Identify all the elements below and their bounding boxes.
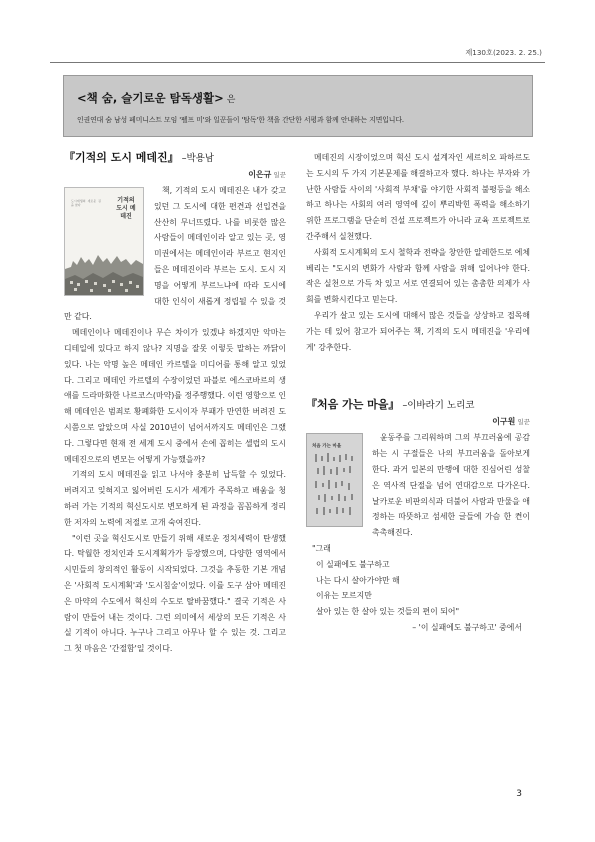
review1-paragraph: 사회적 도시계획의 도시 철학과 전략을 창안한 알레한드로 에체베리는 "도시의 변화가 사람과 함께 사람을 위해 일어나야 한다. 작은 실천으로 가득 차 있고 서로 연결되어 있는 촘촘한 의제가 사회를 변화시킨다고 믿는다.: [306, 247, 530, 305]
cover-pattern: [313, 452, 355, 518]
review2-title: [306, 397, 530, 414]
review1-paragraph: "이런 곳을 혁신도시로 만들기 위해 새로운 정치세력이 탄생했다. 탁월한 정치인과 도시계획가가 등장했으며, 다양한 영역에서 시민들의 창의적인 활동이 시작되었다. 그것을 추동한 기본 개념은 '사회적 도시계획'과 '도시침술'이었다. 이를 도구 삼아 메데진은 마약의 수도에서 혁신의 수도로 탈바꿈했다." 결국 기적은 사람이 만들어 내는 것이다. 그런 의미에서 세상의 모든 기적은 사실 기적이 아니다. 누구나 그리고 아무나 할 수 있는 것. 그리고 그 첫 마음은 '간절함'일 것이다.: [64, 533, 286, 654]
section-gap: [306, 355, 530, 397]
review2-author: –이바라기 노리코: [399, 400, 475, 412]
issue-number: 제130호(2023. 2. 25.): [465, 48, 542, 57]
poem-source: – '이 실패에도 불구하고' 중에서: [412, 622, 522, 632]
review1-reviewer: 이은규: [248, 170, 272, 179]
review1-paragraph: 메데인이나 메데진이나 무슨 차이가 있겠냐 하겠지만 악마는 디테일에 있다고 하지 않나? 지명을 잘못 이렇듯 말하는 까닭이 있다. 나는 악명 높은 메데인 카르텔을 미디어를 통해 알고 있었다. 그리고 메데인 카르텔의 수장이었던 파블로 에스코바르의 생애를 드라마화한 나르코스(마약)를 정주행했다. 이런 영향으로 인해 메데인은 범죄로 황폐화한 도시이자 부패가 만연한 버려진 도시쯤으로 알았으며 사실 2010년이 넘어서까지도 메데인은 그랬다. 그렇다면 현재 전 세계 도시 중에서 손에 꼽히는 셀럽의 도시 메데진으로의 변모는 어떻게 가능했을까?: [64, 328, 286, 464]
poem-line: 이유는 모르지만: [316, 591, 372, 601]
banner-title-suffix: 은: [226, 95, 236, 105]
poem-line: 나는 다시 살아가야만 해: [316, 575, 400, 585]
cover2-title: 처음 가는 마을: [312, 444, 342, 450]
book-cover-first-village: [306, 433, 363, 527]
right-column: [306, 150, 530, 636]
city-illustration: [65, 247, 143, 295]
cover1-subtitle: 도시재생의 새로운 길을 찾다: [71, 199, 101, 207]
review1-author: –박용남: [178, 153, 214, 164]
page-number: 3: [516, 789, 522, 799]
review2-role: 일꾼: [515, 418, 530, 427]
poem-line: 살아 있는 한 살아 있는 것들의 편이 되어": [316, 607, 460, 617]
intro-banner: [63, 75, 533, 137]
banner-subtitle: 인권연대 숨 남성 페미니스트 모임 '펠프 미'와 일꾼들이 '탐독'한 책을 간단한 서평과 함께 안내하는 지면입니다.: [77, 116, 405, 124]
review1-paragraph: 우리가 살고 있는 도시에 대해서 많은 것들을 상상하고 접목해가는 데 있어 참고가 되어주는 책, 기적의 도시 메데진을 '우리에게' 강추한다.: [306, 310, 530, 352]
banner-title: [77, 90, 235, 106]
review1-paragraph: 메데진의 시장이었으며 혁신 도시 설계자인 세르히오 파하르도는 도시의 두 가지 기본문제를 해결하고자 했다. 하나는 부자와 가난한 사람들 사이의 '사회적 부채'를 야기한 사회적 불평등을 해소하고 하나는 사회의 여러 영역에 깊이 뿌리박힌 폭력을 해소하기 위한 프로그램을 단순히 건설 프로젝트가 아니라 교육 프로젝트로 간주해서 실천했다.: [306, 153, 530, 241]
review1-role: 일꾼: [271, 171, 286, 179]
review2-book-title: 『처음 가는 마을』: [306, 398, 400, 412]
book-cover-medellin: [64, 187, 144, 296]
cover1-title: 기적의 도시 메데진: [116, 197, 136, 220]
review2-reviewer: 이구원: [492, 417, 516, 427]
left-column: [64, 150, 286, 657]
poem-line: "그래: [312, 543, 331, 553]
header-rule: [50, 62, 545, 63]
review1-paragraph: 기적의 도시 메데진을 읽고 나서야 충분히 납득할 수 있었다. 버려지고 잊혀지고 잃어버린 도시가 세계가 주목하고 배움을 청하러 가는 기적의 혁신도시로 변모하게 된 과정을 꼼꼼하게 정리한 저자의 노력에 저절로 고개 숙여진다.: [64, 470, 286, 527]
review1-paragraph: 책, 기적의 도시 메데진은 내가 갖고 있던 그 도시에 대한 편견과 선입견을 산산히 무너뜨렸다. 나를 비롯한 많은 사람들이 메데인이라 알고 있는 곳, 영미권에서는 메데인이라 부르고 현지인들은 메데진이라 부르는 도시. 도시 지명을 어떻게 부르느냐에 따라 도시에 대한 인식이 새롭게 정립될 수 있을 것만 같다.: [64, 186, 286, 322]
banner-title-text: <책 숨, 슬기로운 탐독생활>: [77, 91, 224, 105]
review1-title: [64, 150, 286, 167]
review2-paragraph: 윤동주를 그리워하며 그의 부끄러움에 공감하는 시 구절들은 나의 부끄러움을 돌아보게 한다. 과거 일본의 만행에 대한 진심어린 성찰은 역사적 단절을 넘어 연대감으로 다가온다. 날카로운 비판의식과 더불어 사람과 만물을 애정하는 따뜻하고 섬세한 글들에 가슴 한 켠이 촉촉해진다.: [372, 433, 530, 538]
poem-line: 이 실패에도 불구하고: [316, 559, 390, 569]
review1-book-title: 『기적의 도시 메데진』: [64, 151, 179, 164]
review1-byline: [64, 167, 286, 183]
review2-byline: [306, 414, 530, 430]
